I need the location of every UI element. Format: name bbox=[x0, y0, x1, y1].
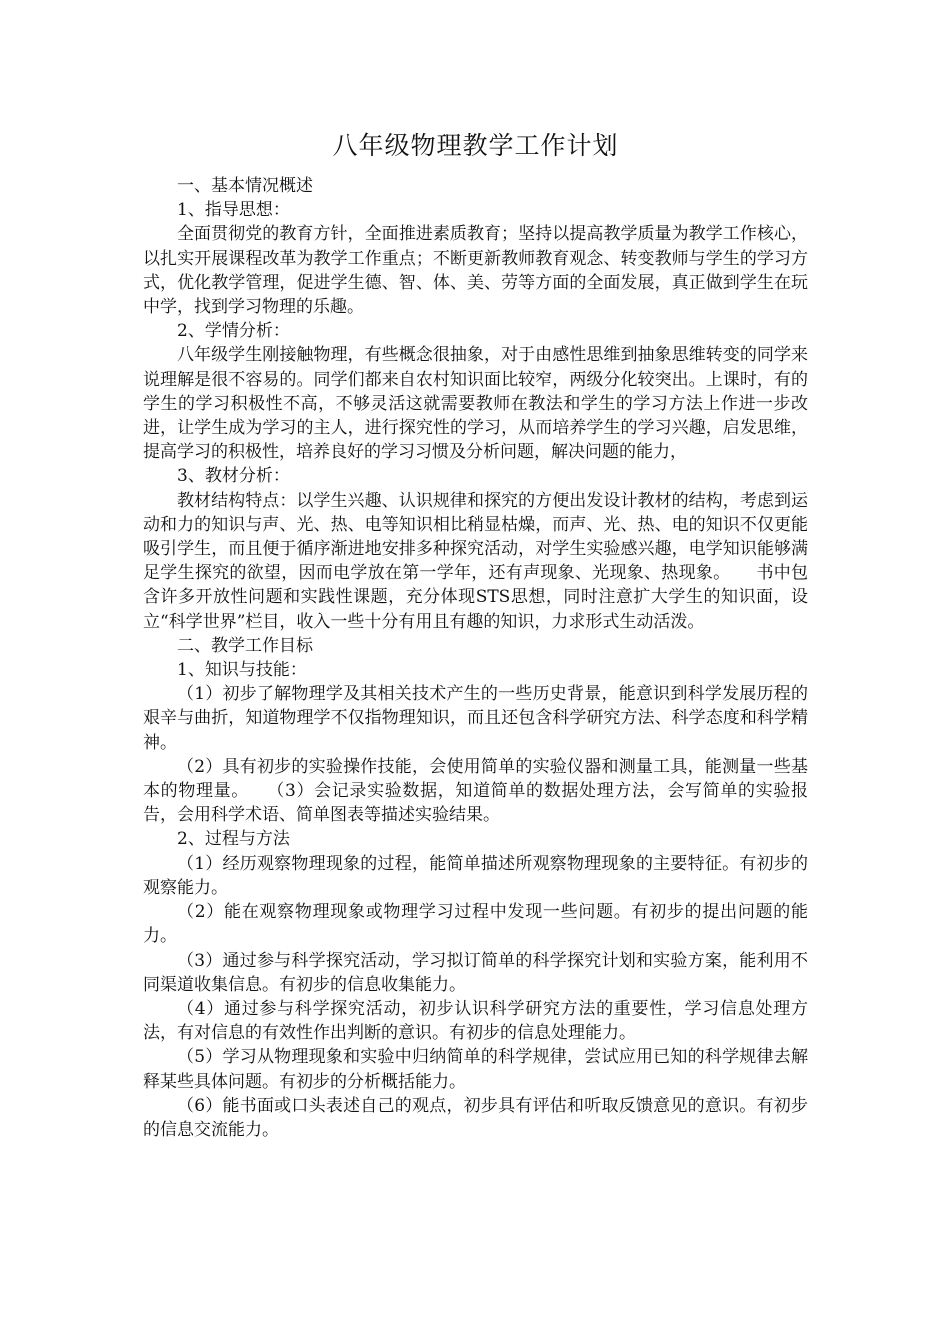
paragraph-knowledge-2-3: （2）具有初步的实验操作技能，会使用简单的实验仪器和测量工具，能测量一些基本的物理量。 （3）会记录实验数据，知道简单的数据处理方法，会写简单的实验报告，会用科学术语、简单图表等描述实验结果。 bbox=[143, 756, 808, 826]
paragraph-textbook-analysis: 教材结构特点：以学生兴趣、认识规律和探究的方便出发设计教材的结构，考虑到运动和力的知识与声、光、热、电等知识相比稍显枯燥，而声、光、热、电的知识不仅更能吸引学生，而且便于循序渐进地安排多种探究活动，对学生实验感兴趣，电学知识能够满足学生探究的欲望，因而电学放在第一学年，还有声现象、光现象、热现象。 书中包含许多开放性问题和实践性课题，充分体现STS思想，同时注意扩大学生的知识面，设立“科学世界”栏目，收入一些十分有用且有趣的知识，力求形式生动活泼。 bbox=[143, 490, 808, 632]
paragraph-process-3: （3）通过参与科学探究活动，学习拟订简单的科学探究计划和实验方案，能利用不同渠道收集信息。有初步的信息收集能力。 bbox=[143, 950, 808, 995]
document-title: 八年级物理教学工作计划 bbox=[332, 131, 619, 160]
paragraph-process-1: （1）经历观察物理现象的过程，能简单描述所观察物理现象的主要特征。有初步的观察能力。 bbox=[143, 853, 808, 898]
section-heading-overview: 一、基本情况概述 bbox=[177, 176, 313, 196]
paragraph-knowledge-1: （1）初步了解物理学及其相关技术产生的一些历史背景，能意识到科学发展历程的艰辛与曲折，知道物理学不仅指物理知识，而且还包含科学研究方法、科学态度和科学精神。 bbox=[143, 684, 808, 753]
paragraph-guiding-ideology: 全面贯彻党的教育方针，全面推进素质教育；坚持以提高教学质量为教学工作核心，以扎实开展课程改革为教学工作重点；不断更新教师教育观念、转变教师与学生的学习方式，优化教学管理，促进学生德、智、体、美、劳等方面的全面发展，真正做到学生在玩中学，找到学习物理的乐趣。 bbox=[143, 224, 808, 318]
paragraph-process-6: （6）能书面或口头表述自己的观点，初步具有评估和听取反馈意见的意识。有初步的信息交流能力。 bbox=[143, 1095, 808, 1140]
section-heading-goals: 二、教学工作目标 bbox=[177, 635, 313, 656]
subheading-textbook-analysis: 3、教材分析： bbox=[177, 466, 290, 487]
paragraph-student-analysis: 八年级学生刚接触物理，有些概念很抽象，对于由感性思维到抽象思维转变的同学来说理解是很不容易的。同学们都来自农村知识面比较窄，两级分化较突出。上课时，有的学生的学习积极性不高，不够灵活这就需要教师在教法和学生的学习方法上作进一步改进，让学生成为学习的主人，进行探究性的学习，从而培养学生的学习兴趣，启发思维，提高学习的积极性，培养良好的学习习惯及分析问题，解决问题的能力， bbox=[143, 345, 808, 463]
subheading-student-analysis: 2、学情分析： bbox=[177, 321, 290, 342]
document-body bbox=[143, 128, 808, 1142]
paragraph-process-4: （4）通过参与科学探究活动，初步认识科学研究方法的重要性，学习信息处理方法，有对信息的有效性作出判断的意识。有初步的信息处理能力。 bbox=[143, 998, 808, 1044]
paragraph-process-2: （2）能在观察物理现象或物理学习过程中发现一些问题。有初步的提出问题的能力。 bbox=[143, 902, 808, 947]
subheading-process-method: 2、过程与方法 bbox=[177, 829, 290, 850]
subheading-guiding-ideology: 1、指导思想： bbox=[177, 200, 290, 221]
subheading-knowledge-skills: 1、知识与技能： bbox=[177, 660, 307, 681]
paragraph-process-5: （5）学习从物理现象和实验中归纳简单的科学规律，尝试应用已知的科学规律去解释某些具体问题。有初步的分析概括能力。 bbox=[143, 1047, 808, 1092]
